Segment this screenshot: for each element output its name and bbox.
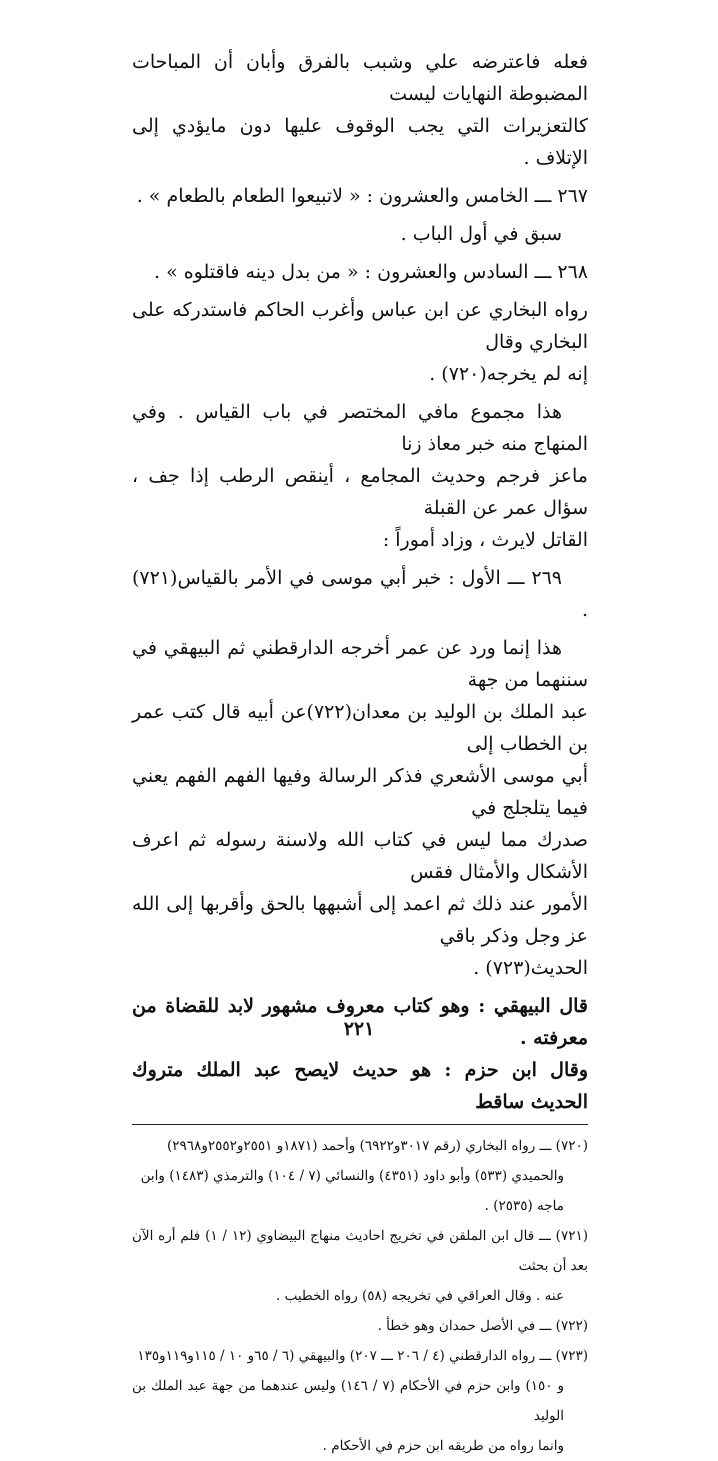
footnote-722: (٧٢٢) ـــ في الأصل حمدان وهو خطأ . — [377, 1318, 588, 1334]
footnote-721: (٧٢١) ـــ قال ابن الملقن في تخريج احاديث منهاج البيضاوي (١٢ / ١) فلم أره الآن بعد أن بحثت — [132, 1228, 588, 1274]
heading-item-268: ٢٦٨ ـــ السادس والعشرون : « من بدل دينه فاقتلوه » . — [153, 261, 588, 283]
text-line: صدرك مما ليس في كتاب الله ولاسنة رسوله ثم اعرف الأشكال والأمثال فقس — [132, 829, 588, 883]
text-line: أبي موسى الأشعري فذكر الرسالة وفيها الفهم الفهم يعني فيما يتلجلج في — [132, 765, 588, 819]
text-line: الأمور عند ذلك ثم اعمد إلى أشبهها بالحق وأقربها إلى الله عز وجل وذكر باقي — [132, 893, 588, 947]
footnote-line: وانما رواه من طريقه ابن حزم في الأحكام . — [322, 1438, 564, 1454]
text-line: فعله فاعترضه علي وشبب بالفرق وأبان أن المباحات المضبوطة النهايات ليست — [132, 51, 588, 105]
page-number: ٢٢١ — [343, 1018, 375, 1040]
footnote-line: و ١٥٠) وابن حزم في الأحكام (٧ / ١٤٦) وليس عندهما من جهة عبد الملك بن الوليد — [132, 1378, 565, 1424]
main-text — [132, 46, 588, 1118]
text-line: عبد الملك بن الوليد بن معدان(٧٢٢)عن أبيه قال كتب عمر بن الخطاب إلى — [132, 701, 588, 755]
text-line: القاتل لايرث ، وزاد أموراً : — [382, 529, 588, 551]
text-line: هذا مجموع مافي المختصر في باب القياس . وفي المنهاج منه خبر معاذ زنا — [132, 401, 588, 455]
text-line: ماعز فرجم وحديث المجامع ، أينقص الرطب إذا جف ، سؤال عمر عن القبلة — [132, 465, 588, 519]
text-line: رواه البخاري عن ابن عباس وأغرب الحاكم فاستدركه على البخاري وقال — [132, 299, 588, 353]
footnote-line: ماجه (٢٥٣٥) . — [484, 1198, 564, 1214]
text-line: وقال ابن حزم : هو حديث لايصح عبد الملك متروك الحديث ساقط — [132, 1059, 588, 1113]
text-line: الحديث(٧٢٣) . — [473, 957, 588, 979]
heading-item-269: ٢٦٩ ـــ الأول : خبر أبي موسى في الأمر بالقياس(٧٢١) . — [132, 567, 588, 621]
text-line: إنه لم يخرجه(٧٢٠) . — [429, 363, 588, 385]
footnotes — [132, 1131, 588, 1461]
text-line: قال البيهقي : وهو كتاب معروف مشهور لابد للقضاة من معرفته . — [132, 995, 588, 1049]
footnote-divider — [132, 1124, 588, 1125]
footnote-line: والحميدي (٥٣٣) وأبو داود (٤٣٥١) والنسائي (٧ / ١٠٤) والترمذي (١٤٨٣) وابن — [140, 1168, 564, 1184]
text-line: كالتعزيرات التي يجب الوقوف عليها دون مايؤدي إلى الإتلاف . — [132, 115, 588, 169]
footnote-723: (٧٢٣) ـــ رواه الدارقطني (٤ / ٢٠٦ ـــ ٢٠٧) والبيهقي (٦ / ٦٥و ١٠ / ١١٥و١١٩و١٣٥ — [137, 1348, 588, 1364]
footnote-720: (٧٢٠) ـــ رواه البخاري (رقم ٣٠١٧و٦٩٢٢) وأحمد (١٨٧١و ٢٥٥١و٢٥٥٢و٢٩٦٨) — [167, 1138, 588, 1154]
text-line: هذا إنما ورد عن عمر أخرجه الدارقطني ثم البيهقي في سننهما من جهة — [132, 637, 588, 691]
text-line: سبق في أول الباب . — [400, 223, 562, 245]
footnote-line: عنه . وقال العراقي في تخريجه (٥٨) رواه الخطيب . — [276, 1288, 564, 1304]
heading-item-267: ٢٦٧ ـــ الخامس والعشرون : « لاتبيعوا الطعام بالطعام » . — [136, 185, 588, 207]
